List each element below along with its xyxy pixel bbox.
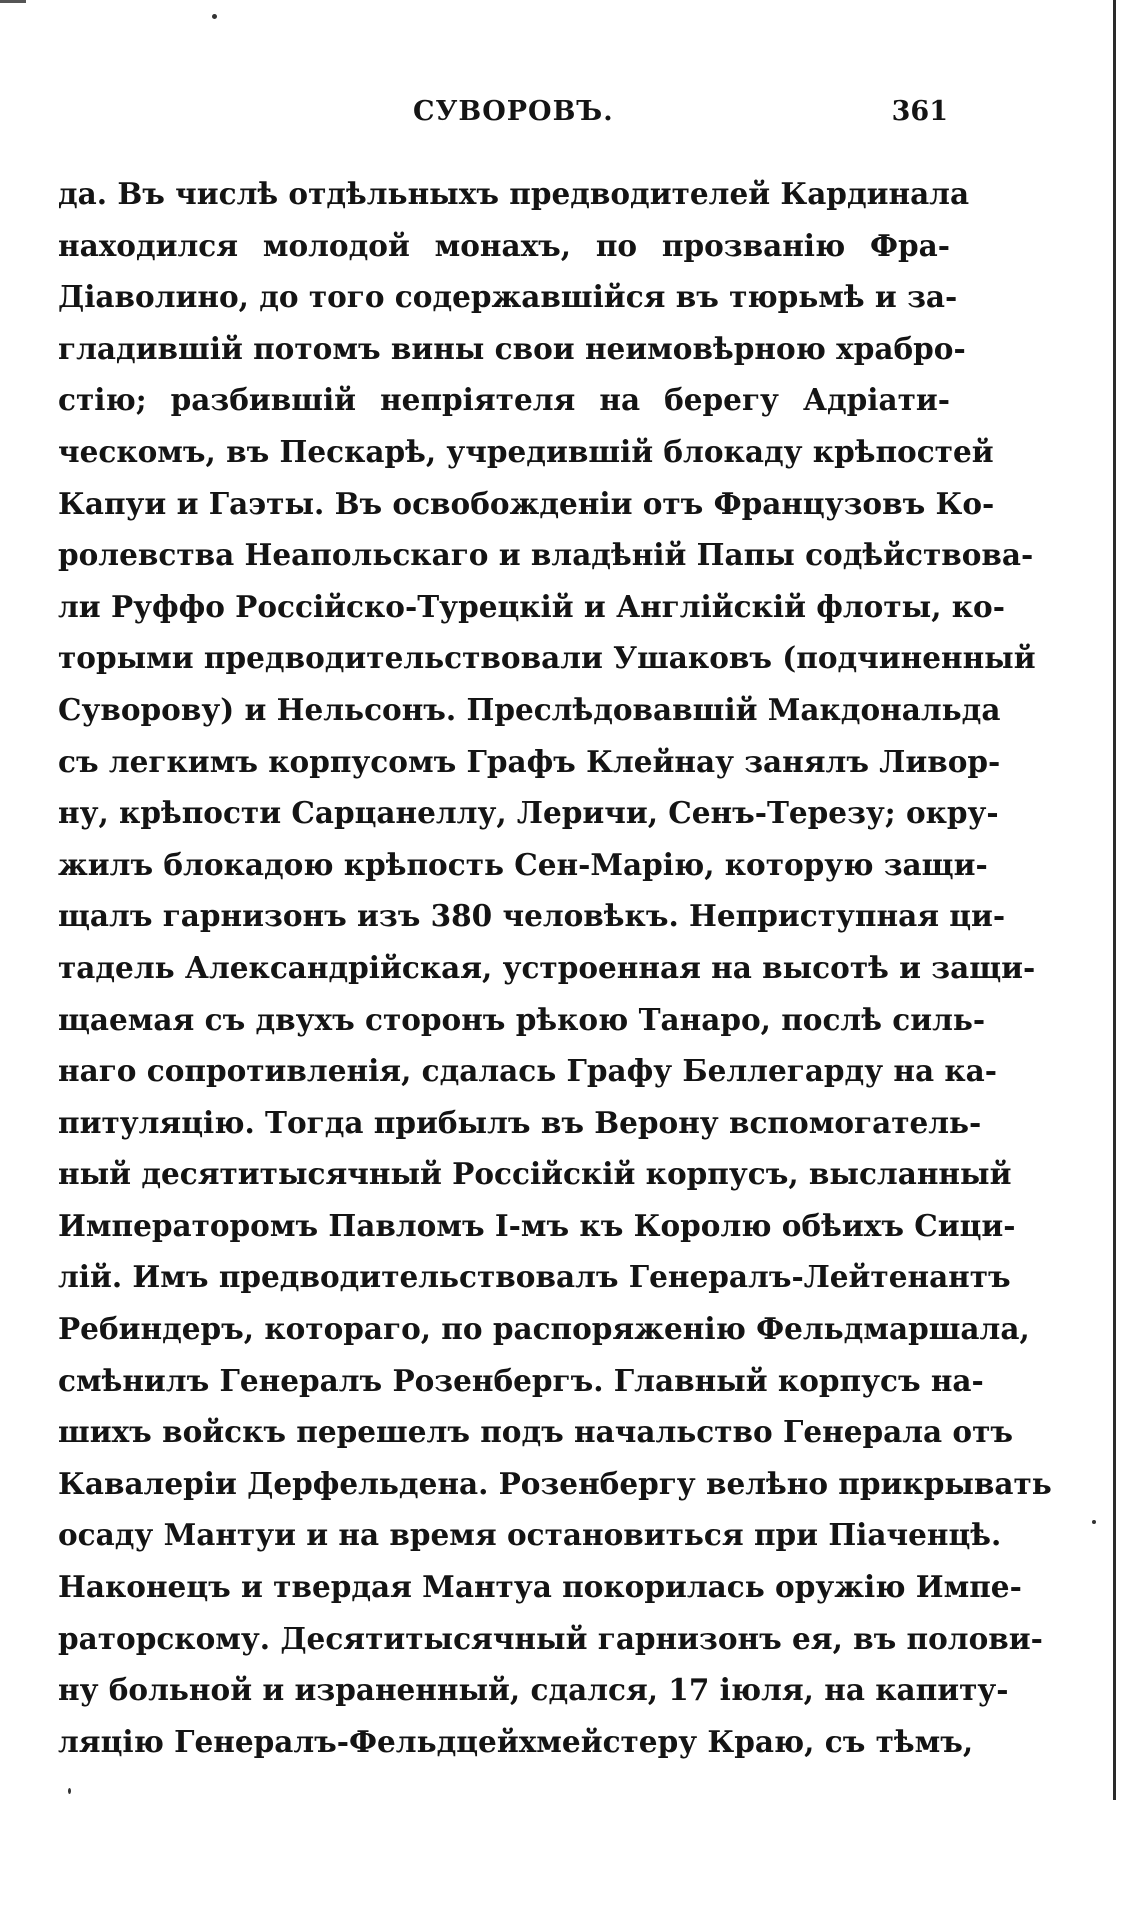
text-line: наго сопротивленія, сдалась Графу Беллегарду на ка- — [58, 1053, 998, 1089]
text-line: ролевства Неапольскаго и владѣній Папы содѣйствова- — [58, 537, 1034, 573]
text-line: смѣнилъ Генералъ Розенбергъ. Главный корпусъ на- — [58, 1362, 984, 1398]
text-line: съ легкимъ корпусомъ Графъ Клейнау занялъ Ливор- — [58, 743, 1001, 779]
text-line: ли Руффо Россійско-Турецкій и Англійскій флоты, ко- — [58, 588, 1005, 624]
text-line: жилъ блокадою крѣпость Сен-Марію, которую защи- — [58, 846, 988, 882]
text-line: тадель Александрійская, устроенная на высотѣ и защи- — [58, 949, 1036, 985]
text-line: щаемая съ двухъ сторонъ рѣкою Танаро, послѣ силь- — [58, 1001, 986, 1037]
page-number: 361 — [891, 96, 948, 127]
text-line: ный десятитысячный Россійскій корпусъ, высланный — [58, 1156, 1012, 1192]
scan-top-mark — [0, 0, 26, 3]
text-line: торыми предводительствовали Ушаковъ (подчиненный — [58, 640, 1036, 676]
text-line: Капуи и Гаэты. Въ освобожденіи отъ Французовъ Ко- — [58, 485, 995, 521]
text-line: Кавалеріи Дерфельдена. Розенбергу велѣно прикрывать — [58, 1465, 1052, 1501]
scan-speck — [68, 1788, 71, 1794]
text-line: ну больной и израненный, сдался, 17 іюля, на капиту- — [58, 1672, 1009, 1708]
text-line: Діаволино, до того содержавшійся въ тюрьмѣ и за- — [58, 279, 958, 315]
text-line: шихъ войскъ перешелъ подъ начальство Генерала отъ — [58, 1414, 1013, 1450]
text-line: ну, крѣпости Сарцанеллу, Леричи, Сенъ-Терезу; окру- — [58, 795, 999, 831]
scan-page-edge — [1113, 0, 1116, 1800]
running-title: СУВОРОВЪ. — [413, 96, 614, 127]
text-line: Императоромъ Павломъ I-мъ къ Королю обѣихъ Сици- — [58, 1207, 1016, 1243]
text-line: ляцію Генералъ-Фельдцейхмейстеру Краю, съ тѣмъ, — [58, 1723, 974, 1759]
body-text — [58, 168, 1052, 1767]
text-line: питуляцію. Тогда прибылъ въ Верону вспомогатель- — [58, 1104, 982, 1140]
text-line: Ребиндеръ, котораго, по распоряженію Фельдмаршала, — [58, 1311, 1030, 1347]
text-line: осаду Мантуи и на время остановиться при Піаченцѣ. — [58, 1517, 1002, 1553]
scan-speck — [1092, 1520, 1096, 1524]
page-header — [58, 96, 948, 136]
text-line: да. Въ числѣ отдѣльныхъ предводителей Кардинала — [58, 176, 970, 211]
text-line: ческомъ, въ Пескарѣ, учредившій блокаду крѣпостей — [58, 433, 994, 469]
text-line: лій. Имъ предводительствовалъ Генералъ-Лейтенантъ — [58, 1259, 1011, 1295]
text-line: щалъ гарнизонъ изъ 380 человѣкъ. Неприступная ци- — [58, 898, 1006, 934]
text-line: находился молодой монахъ, по прозванію Фра- — [58, 227, 950, 263]
text-line: Суворову) и Нельсонъ. Преслѣдовавшій Макдональда — [58, 691, 1001, 727]
scan-speck — [212, 14, 217, 19]
text-line: раторскому. Десятитысячный гарнизонъ ея, въ полови- — [58, 1620, 1043, 1656]
text-line: гладившій потомъ вины свои неимовѣрною храбро- — [58, 330, 966, 366]
text-line: Наконецъ и твердая Мантуа покорилась оружію Импе- — [58, 1569, 1022, 1605]
text-line: стію; разбившій непріятеля на берегу Адріати- — [58, 382, 950, 418]
